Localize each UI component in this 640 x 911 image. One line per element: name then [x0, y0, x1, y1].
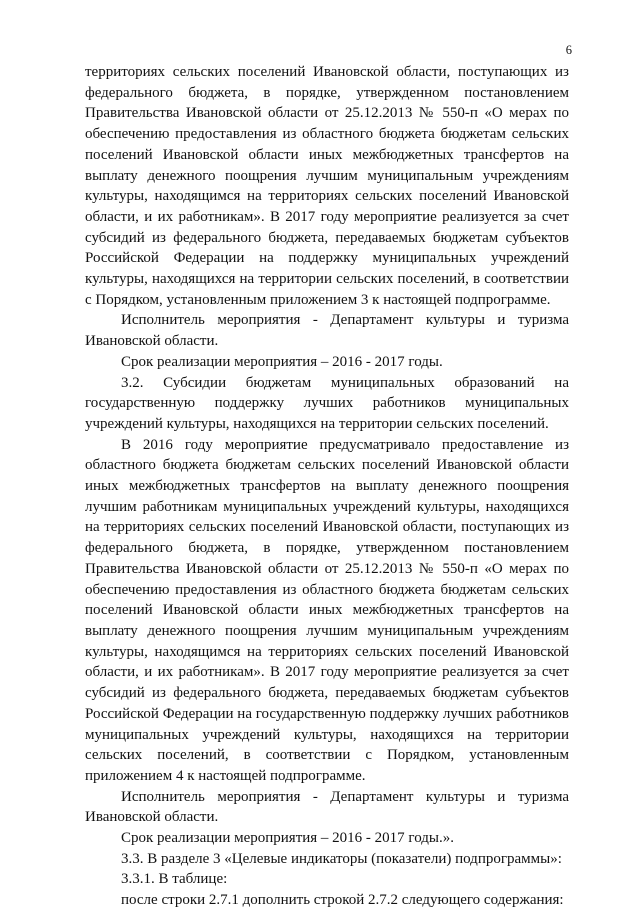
paragraph-continuation: территориях сельских поселений Ивановской области, поступающих из федерального бюджета, в порядке, утвержденном постановлением Правительства Ивановской области от 25.12.2013 № 550-п «О мерах по обеспечению предоставления из областного бюджета бюджетам сельских поселений Ивановской области иных межбюджетных трансфертов на выплату денежного поощрения лучшим муниципальным учреждениям культуры, находящимся на территориях сельских поселений Ивановской области, и их работникам». В 2017 году мероприятие реализуется за счет субсидий из федерального бюджета, передаваемых бюджетам субъектов Российской Федерации на поддержку муниципальных учреждений культуры, находящихся на территории сельских поселений, в соответствии с Порядком, установленным приложением 3 к настоящей подпрограмме. [85, 64, 569, 308]
paragraph-instruction: после строки 2.7.1 дополнить строкой 2.7.2 следующего содержания: [121, 892, 564, 909]
paragraph-executor-2: Исполнитель мероприятия - Департамент культуры и туризма Ивановской области. [85, 788, 569, 826]
paragraph-item-3-3-1: 3.3.1. В таблице: [121, 871, 228, 888]
page-number: 6 [565, 43, 572, 57]
paragraph-term: Срок реализации мероприятия – 2016 - 2017 годы. [121, 353, 443, 370]
paragraph-executor: Исполнитель мероприятия - Департамент культуры и туризма Ивановской области. [85, 312, 569, 350]
paragraph-item-3-3: 3.3. В разделе 3 «Целевые индикаторы (показатели) подпрограммы»: [121, 850, 562, 867]
paragraph-description: В 2016 году мероприятие предусматривало предоставление из областного бюджета бюджетам сельских поселений Ивановской области иных межбюджетных трансфертов на выплату денежного поощрения лучшим работникам муниципальных учреждений культуры, находящихся на территориях сельских поселений Ивановской области, поступающих из федерального бюджета, в порядке, утвержденном постановлением Правительства Ивановской области от 25.12.2013 № 550-п «О мерах по обеспечению предоставления из областного бюджета бюджетам сельских поселений Ивановской области иных межбюджетных трансфертов на выплату денежного поощрения лучшим муниципальным учреждениям культуры, находящимся на территориях сельских поселений Ивановской области, и их работникам». В 2017 году мероприятие реализуется за счет субсидий из федерального бюджета, передаваемых бюджетам субъектов Российской Федерации на государственную поддержку лучших работников муниципальных учреждений культуры, находящихся на территории сельских поселений, в соответствии с Порядком, установленным приложением 4 к настоящей подпрограмме. [85, 436, 569, 784]
document-body [85, 62, 569, 911]
paragraph-item-3-2: 3.2. Субсидии бюджетам муниципальных образований на государственную поддержку лучших работников муниципальных учреждений культуры, находящихся на территории сельских поселений. [85, 374, 569, 432]
paragraph-term-2: Срок реализации мероприятия – 2016 - 2017 годы.». [121, 830, 454, 847]
